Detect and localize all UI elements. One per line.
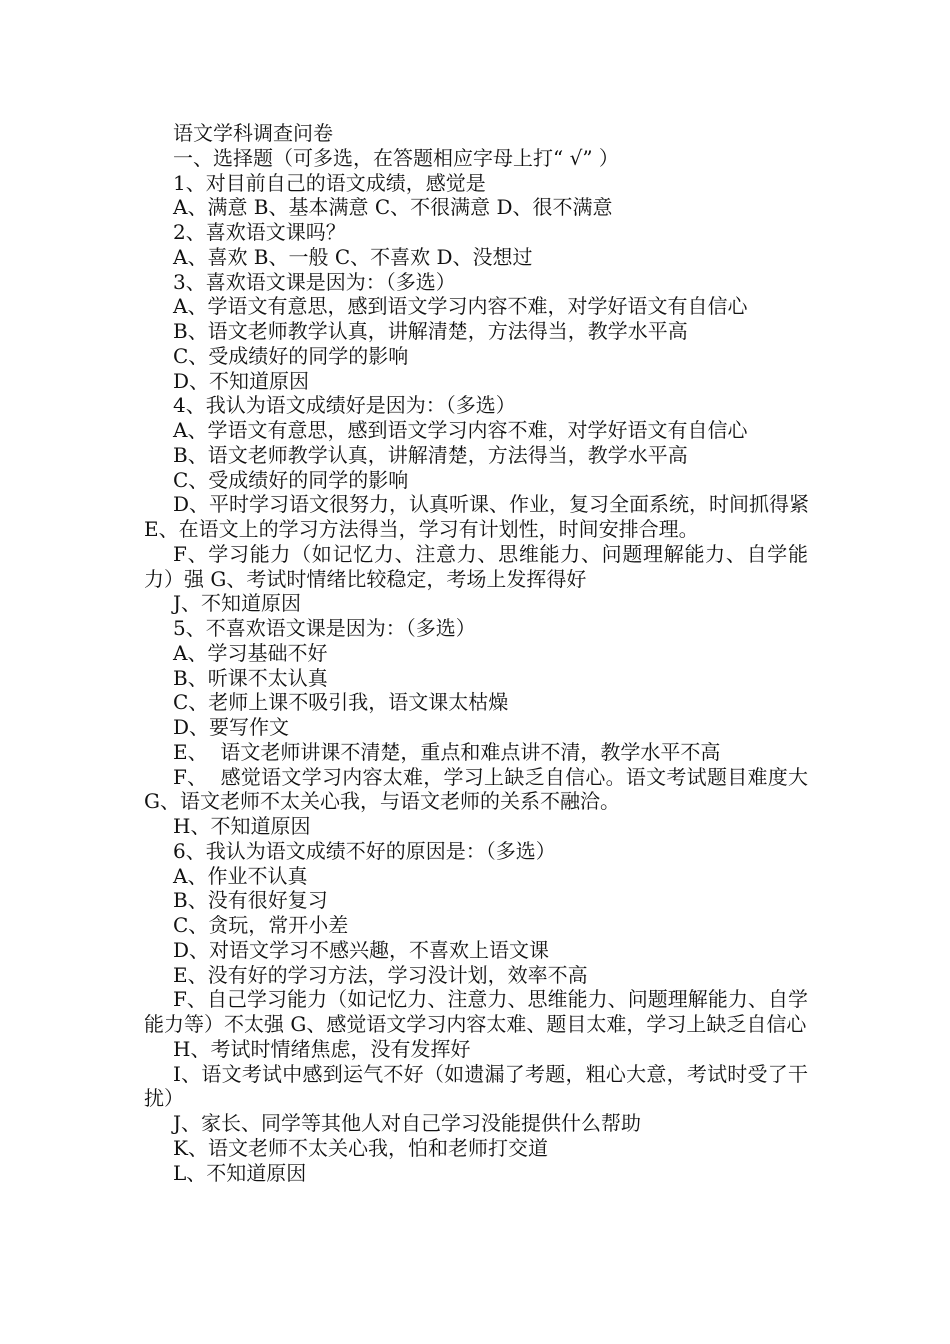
option-line: H、不知道原因	[173, 814, 311, 838]
option-line: F、学习能力（如记忆力、注意力、思维能力、问题理解能力、自学能力）强 G、考试时情绪比较稳定，考场上发挥得好	[144, 541, 808, 591]
option-line: E、在语文上的学习方法得当，学习有计划性，时间安排合理。	[144, 517, 699, 541]
option-line: J、不知道原因	[173, 591, 302, 616]
question-3: 3、喜欢语文课是因为：（多选）	[173, 269, 456, 294]
option-line: L、不知道原因	[173, 1160, 307, 1185]
option-line: E、 语文老师讲课不清楚，重点和难点讲不清，教学水平不高	[173, 739, 721, 764]
option-line: H、考试时情绪焦虑，没有发挥好	[173, 1036, 471, 1061]
option-line: D、要写作文	[173, 715, 290, 739]
option-line: F、自己学习能力（如记忆力、注意力、思维能力、问题理解能力、自学能力等）不太强 G、感觉语文学习内容太难、题目太难，学习上缺乏自信心	[144, 987, 808, 1036]
question-2-options: A、喜欢 B、一般 C、不喜欢 D、没想过	[173, 244, 533, 269]
option-line: A、作业不认真	[173, 863, 308, 888]
option-line: A、学语文有意思，感到语文学习内容不难，对学好语文有自信心	[173, 294, 748, 319]
option-line: D、平时学习语文很努力，认真听课、作业，复习全面系统，时间抓得紧	[173, 492, 810, 517]
question-6: 6、我认为语文成绩不好的原因是：（多选）	[173, 838, 556, 863]
option-line: C、受成绩好的同学的影响	[173, 467, 409, 492]
question-1-options: A、满意 B、基本满意 C、不很满意 D、很不满意	[173, 195, 613, 220]
option-line: J、家长、同学等其他人对自己学习没能提供什么帮助	[173, 1111, 642, 1135]
option-line: C、贪玩，常开小差	[173, 913, 349, 937]
option-line: A、学语文有意思，感到语文学习内容不难，对学好语文有自信心	[173, 418, 748, 442]
option-line: C、老师上课不吸引我，语文课太枯燥	[173, 690, 509, 715]
option-line: B、没有很好复习	[173, 888, 328, 913]
option-line: B、语文老师教学认真，讲解清楚，方法得当，教学水平高	[173, 319, 688, 343]
option-line: C、受成绩好的同学的影响	[173, 343, 409, 368]
question-1: 1、对目前自己的语文成绩，感觉是	[173, 170, 486, 195]
document-title: 语文学科调查问卷	[173, 121, 333, 145]
option-line: B、听课不太认真	[173, 665, 328, 690]
question-5: 5、不喜欢语文课是因为：（多选）	[173, 616, 476, 640]
question-4: 4、我认为语文成绩好是因为：（多选）	[173, 393, 516, 418]
option-line: D、不知道原因	[173, 368, 310, 393]
option-line: D、对语文学习不感兴趣，不喜欢上语文课	[173, 937, 550, 962]
option-line: F、 感觉语文学习内容太难，学习上缺乏自信心。语文考试题目难度大 G、语文老师不太关心我，与语文老师的关系不融洽。	[144, 764, 815, 814]
option-line: A、学习基础不好	[173, 640, 328, 665]
question-2: 2、喜欢语文课吗？	[173, 220, 346, 244]
option-line: K、语文老师不太关心我，怕和老师打交道	[173, 1135, 548, 1160]
option-line: E、没有好的学习方法，学习没计划，效率不高	[173, 962, 588, 987]
option-line: B、语文老师教学认真，讲解清楚，方法得当，教学水平高	[173, 442, 688, 467]
questionnaire-body	[144, 121, 815, 1185]
option-line: I、语文考试中感到运气不好（如遗漏了考题，粗心大意，考试时受了干扰）	[144, 1061, 808, 1111]
section-heading: 一、选择题（可多选，在答题相应字母上打“ √” ）	[173, 145, 619, 170]
